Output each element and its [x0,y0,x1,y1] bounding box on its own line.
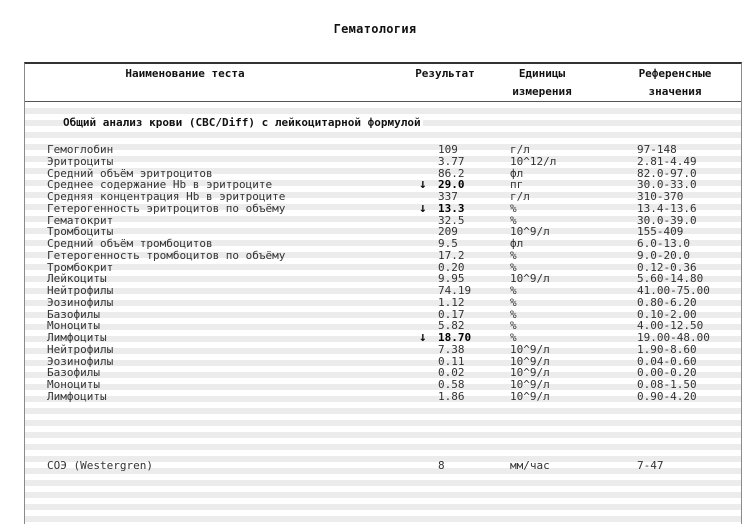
reference-range-cell: 0.08-1.50 [637,378,697,391]
result-value-cell: 17.2 [438,248,465,262]
test-name-cell: Средний объём тромбоцитов [47,237,213,250]
unit-cell: фл [510,166,524,180]
test-name-cell: Лимфоциты [47,389,107,403]
reference-range-cell: 0.12-0.36 [637,260,697,274]
results-table [24,62,742,524]
page-title: Гематология [333,22,417,36]
unit-cell: 10^12/л [510,154,557,168]
unit-cell: % [510,284,517,297]
reference-range-cell: 97-148 [637,143,677,156]
result-value-cell: 9.5 [438,237,458,250]
test-name-cell: Гетерогенность эритроцитов по объёму [47,201,286,215]
result-value-cell: 32.5 [438,213,465,227]
reference-range-cell: 41.00-75.00 [637,284,710,297]
reference-range-cell: 4.00-12.50 [637,319,704,333]
result-value-cell: 0.58 [438,378,465,391]
table-row [25,200,741,216]
unit-cell: мм/час [510,459,550,472]
result-value-cell: 109 [438,143,458,156]
table-row [25,332,741,344]
reference-range-cell: 2.81-4.49 [637,154,697,168]
header-ref-line1: Референсные [638,67,712,80]
reference-range-cell: 9.0-20.0 [637,248,690,262]
result-value-cell: 209 [438,225,458,239]
unit-cell: % [510,213,517,227]
result-value-cell: 7.38 [438,342,465,356]
test-name-cell: Базофилы [47,307,100,321]
test-name-cell: Гетерогенность тромбоцитов по объёму [47,248,286,262]
unit-cell: 10^9/л [510,389,550,403]
test-name-cell: Моноциты [47,378,100,391]
test-name-cell: Средняя концентрация Hb в эритроците [47,190,286,203]
result-value-cell: 0.02 [438,366,465,380]
result-value-cell: 0.20 [438,260,465,274]
result-value-cell: 29.0 [438,178,465,192]
header-test-name: Наименование теста [125,67,245,80]
reference-range-cell: 1.90-8.60 [637,342,697,356]
unit-cell: % [510,295,517,309]
result-value-cell: 5.82 [438,319,465,333]
result-value-cell: 1.86 [438,389,465,403]
test-name-cell: Тромбокрит [47,260,114,274]
test-name-cell: Нейтрофилы [47,284,114,297]
table-row [25,250,741,262]
table-row [25,262,741,274]
test-name-cell: Лимфоциты [47,331,107,344]
reference-range-cell: 30.0-33.0 [637,178,697,192]
table-row [25,460,741,472]
low-flag-arrow: ↓ [419,200,427,216]
result-value-cell: 9.95 [438,272,465,286]
table-row [25,273,741,285]
reference-range-cell: 5.60-14.80 [637,272,704,286]
table-row [25,156,741,168]
header-ref-line2: значения [648,85,702,98]
result-value-cell: 1.12 [438,295,465,309]
reference-range-cell: 155-409 [637,225,684,239]
unit-cell: 10^9/л [510,366,550,380]
low-flag-arrow: ↓ [419,177,427,193]
reference-range-cell: 0.00-0.20 [637,366,697,380]
unit-cell: г/л [510,190,530,203]
reference-range-cell: 13.4-13.6 [637,201,697,215]
test-name-cell: Тромбоциты [47,225,114,239]
reference-range-cell: 0.04-0.60 [637,354,697,368]
test-name-cell: Средний объём эритроцитов [47,166,213,180]
reference-range-cell: 0.10-2.00 [637,307,697,321]
reference-range-cell: 82.0-97.0 [637,166,697,180]
table-row [25,379,741,391]
unit-cell: % [510,331,517,344]
test-name-cell: Моноциты [47,319,100,333]
result-value-cell: 8 [438,459,445,472]
result-value-cell: 18.70 [438,331,472,344]
test-name-cell: СОЭ (Westergren) [47,459,153,472]
reference-range-cell: 7-47 [637,459,664,472]
result-value-cell: 86.2 [438,166,465,180]
unit-cell: фл [510,237,524,250]
reference-range-cell: 30.0-39.0 [637,213,697,227]
result-value-cell: 0.11 [438,354,465,368]
unit-cell: 10^9/л [510,272,550,286]
unit-cell: % [510,201,517,215]
reference-range-cell: 0.80-6.20 [637,295,697,309]
test-name-cell: Лейкоциты [47,272,107,286]
table-row [25,320,741,332]
reference-range-cell: 0.90-4.20 [637,389,697,403]
table-row [25,285,741,297]
test-name-cell: Эозинофилы [47,354,114,368]
test-name-cell: Базофилы [47,366,100,380]
table-row [25,297,741,309]
unit-cell: % [510,319,517,333]
unit-cell: 10^9/л [510,354,550,368]
result-value-cell: 13.3 [438,201,465,215]
unit-cell: 10^9/л [510,342,550,356]
unit-cell: пг [510,178,524,192]
test-name-cell: Гематокрит [47,213,114,227]
table-row [25,215,741,227]
table-header [25,64,741,102]
table-row [25,391,741,403]
header-result: Результат [415,67,475,80]
unit-cell: % [510,307,517,321]
table-row [25,309,741,321]
test-name-cell: Эритроциты [47,154,114,168]
header-units-line2: измерения [512,85,572,98]
test-name-cell: Нейтрофилы [47,342,114,356]
unit-cell: 10^9/л [510,225,550,239]
header-units-line1: Единицы [518,67,566,80]
table-row [25,144,741,156]
section-heading: Общий анализ крови (CBC/Diff) с лейкоцитарной формулой [63,116,421,129]
low-flag-arrow: ↓ [419,330,427,345]
unit-cell: 10^9/л [510,378,550,391]
result-value-cell: 0.17 [438,307,465,321]
unit-cell: % [510,248,517,262]
table-row [25,356,741,368]
reference-range-cell: 6.0-13.0 [637,237,690,250]
table-row [25,367,741,379]
result-value-cell: 3.77 [438,154,465,168]
reference-range-cell: 310-370 [637,190,684,203]
table-row [25,344,741,356]
result-value-cell: 337 [438,190,458,203]
test-name-cell: Эозинофилы [47,295,114,309]
test-name-cell: Среднее содержание Hb в эритроците [47,178,273,192]
reference-range-cell: 19.00-48.00 [637,331,710,344]
unit-cell: % [510,260,517,274]
result-value-cell: 74.19 [438,284,472,297]
test-name-cell: Гемоглобин [47,143,114,156]
unit-cell: г/л [510,143,530,156]
